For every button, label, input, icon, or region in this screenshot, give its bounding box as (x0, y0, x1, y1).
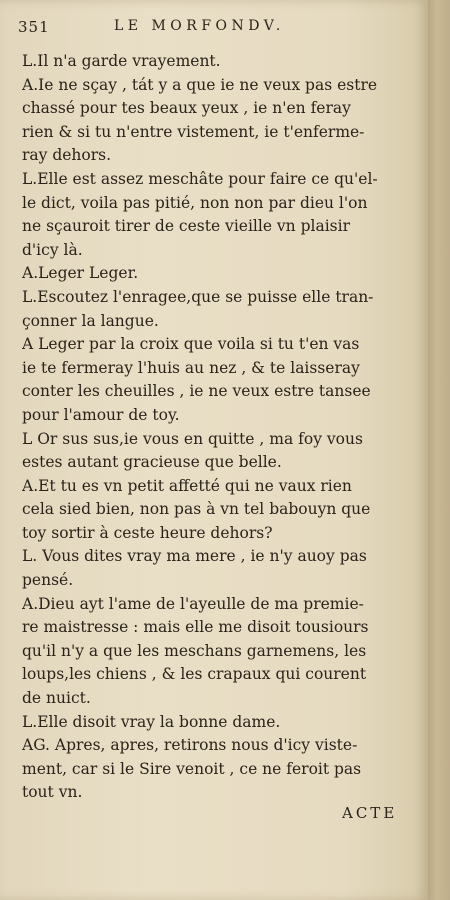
text-line: d'icy là. (22, 240, 83, 259)
text-line: A.Ie ne sçay , tát y a que ie ne veux pas estre (22, 75, 378, 94)
text-line: chassé pour tes beaux yeux , ie n'en feray (22, 99, 351, 118)
text-line: ray dehors. (22, 146, 112, 165)
text-line: A.Et tu es vn petit affetté qui ne vaux rien (22, 476, 352, 495)
text-line: L.Elle est assez meschâte pour faire ce qu'el- (22, 169, 378, 188)
text-line: re maistresse : mais elle me disoit tousiours (22, 618, 369, 637)
text-line: loups,les chiens , & les crapaux qui courent (22, 665, 367, 684)
dialogue-text (22, 50, 418, 805)
text-line: A.Leger Leger. (22, 264, 139, 283)
text-line: ne sçauroit tirer de ceste vieille vn plaisir (22, 217, 350, 236)
text-line: cela sied bien, non pas à vn tel babouyn que (22, 500, 371, 519)
text-line: ment, car si le Sire venoit , ce ne feroit pas (22, 759, 362, 778)
text-line: rien & si tu n'entre vistement, ie t'enfermе- (22, 122, 365, 141)
text-line: A Leger par la croix que voila si tu t'en vas (22, 335, 360, 354)
text-line: A.Dieu ayt l'ame de l'ayeulle de ma premie- (22, 594, 364, 613)
text-line: qu'il n'y a que les meschans garnemens, les (22, 641, 367, 660)
text-line: estes autant gracieuse que belle. (22, 453, 282, 472)
text-line: de nuict. (22, 689, 91, 708)
catchword: ACTE (342, 804, 398, 822)
text-line: pensé. (22, 571, 74, 590)
text-line: L.Il n'a garde vrayement. (22, 52, 221, 70)
text-line: conter les cheuilles , ie ne veux estre tansee (22, 382, 371, 401)
page-number: 351 (18, 18, 50, 36)
page-edge (428, 0, 450, 900)
text-line: çonner la langue. (22, 311, 159, 330)
text-line: L. Vous dites vray ma mere , ie n'y auoy pas (22, 547, 367, 566)
text-line: pour l'amour de toy. (22, 405, 180, 424)
text-line: L.Escoutez l'enragee,que se puisse elle tran- (22, 287, 374, 306)
text-line: le dict, voila pas pitié, non non par dieu l'on (22, 193, 368, 212)
text-line: ie te fermeray l'huis au nez , & te laisseray (22, 358, 360, 377)
page-header (18, 18, 418, 42)
text-line: toy sortir à ceste heure dehors? (22, 523, 273, 542)
running-title: LE MORFONDV. (114, 18, 285, 34)
text-line: tout vn. (22, 783, 83, 802)
text-line: L Or sus sus,ie vous en quitte , ma foy vous (22, 429, 363, 448)
text-line: L.Elle disoit vray la bonne dame. (22, 712, 281, 731)
text-line: AG. Apres, apres, retirons nous d'icy viste- (22, 736, 358, 755)
